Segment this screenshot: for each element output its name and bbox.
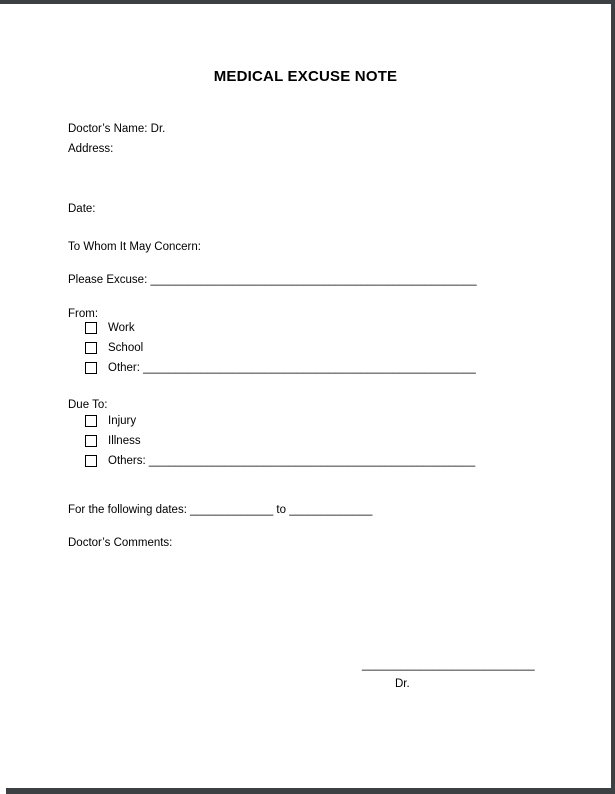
checkbox-school[interactable]	[85, 342, 97, 354]
checkbox-others[interactable]	[85, 455, 97, 467]
page-edge-bottom	[6, 788, 615, 794]
from-option-other	[85, 361, 476, 375]
due-to-option-injury	[85, 414, 136, 428]
dates-line: For the following dates: _____________ to _____________	[68, 504, 373, 516]
due-to-option-others	[85, 454, 475, 468]
checkbox-label-illness: Illness	[108, 435, 141, 447]
page-edge-right	[611, 0, 615, 794]
page-title: MEDICAL EXCUSE NOTE	[213, 68, 398, 85]
date-line: Date:	[68, 203, 96, 215]
salutation-line: To Whom It May Concern:	[68, 241, 201, 253]
checkbox-label-other: Other: ____________________________________________________	[108, 362, 476, 374]
address-line: Address:	[68, 143, 114, 155]
signature-name: Dr.	[395, 678, 410, 690]
comments-label: Doctor’s Comments:	[68, 537, 173, 549]
checkbox-illness[interactable]	[85, 435, 97, 447]
please-excuse-line: Please Excuse: ___________________________________________________	[68, 274, 477, 286]
page-edge-top	[0, 0, 615, 4]
doctor-name-line: Doctor’s Name: Dr.	[68, 123, 166, 135]
checkbox-work[interactable]	[85, 322, 97, 334]
checkbox-label-work: Work	[108, 322, 135, 334]
checkbox-other[interactable]	[85, 362, 97, 374]
due-to-section-label: Due To:	[68, 399, 108, 411]
checkbox-label-others: Others: ___________________________________________________	[108, 455, 476, 467]
checkbox-injury[interactable]	[85, 415, 97, 427]
due-to-option-illness	[85, 434, 141, 448]
from-option-work	[85, 321, 135, 335]
checkbox-label-injury: Injury	[108, 415, 137, 427]
from-option-school	[85, 341, 143, 355]
checkbox-label-school: School	[108, 342, 144, 354]
from-section-label: From:	[68, 308, 99, 320]
signature-line: ___________________________	[362, 659, 535, 671]
